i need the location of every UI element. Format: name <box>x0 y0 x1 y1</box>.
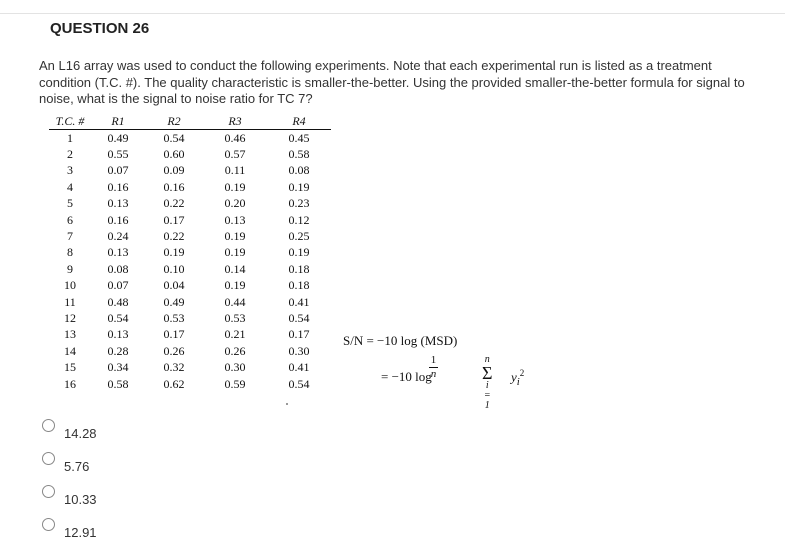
answer-options <box>42 414 97 546</box>
reading-cell: 0.17 <box>288 327 310 342</box>
reading-cell: 0.04 <box>163 278 185 293</box>
data-table-image <box>49 114 331 392</box>
formula-line-2-prefix: = −10 log <box>381 369 432 384</box>
table-row <box>49 343 331 359</box>
table-row <box>49 146 331 162</box>
reading-cell: 0.19 <box>224 245 246 260</box>
reading-cell: 0.17 <box>163 327 185 342</box>
reading-cell: 0.12 <box>288 212 310 227</box>
summation <box>482 355 492 411</box>
answer-option-4[interactable] <box>42 513 97 546</box>
table-row <box>49 310 331 326</box>
table-row <box>49 228 331 244</box>
tc-number-cell: 16 <box>64 376 76 391</box>
tc-number-cell: 11 <box>64 294 76 309</box>
header-r4: R4 <box>267 114 331 130</box>
reading-cell: 0.44 <box>224 294 246 309</box>
table-header-row <box>49 114 331 130</box>
reading-cell: 0.19 <box>224 229 246 244</box>
reading-cell: 0.16 <box>107 212 129 227</box>
reading-cell: 0.20 <box>224 196 246 211</box>
table-row <box>49 163 331 179</box>
reading-cell: 0.13 <box>224 212 246 227</box>
table-row <box>49 179 331 195</box>
fraction-numerator: 1 <box>430 354 437 366</box>
reading-cell: 0.54 <box>107 310 129 325</box>
reading-cell: 0.19 <box>224 179 246 194</box>
reading-cell: 0.55 <box>107 147 129 162</box>
reading-cell: 0.25 <box>288 229 310 244</box>
reading-cell: 0.49 <box>163 294 185 309</box>
answer-option-1[interactable] <box>42 414 97 447</box>
reading-cell: 0.41 <box>288 294 310 309</box>
tc-number-cell: 10 <box>64 278 76 293</box>
reading-cell: 0.16 <box>163 179 185 194</box>
stray-mark <box>286 403 288 405</box>
y-subscript: i <box>516 375 520 388</box>
header-r2: R2 <box>145 114 203 130</box>
radio-button-icon[interactable] <box>42 419 55 432</box>
tc-number-cell: 5 <box>67 196 73 211</box>
reading-cell: 0.10 <box>163 261 185 276</box>
sigma-icon: Σ <box>482 363 493 383</box>
sum-upper: n <box>484 354 490 365</box>
header-r1: R1 <box>91 114 145 130</box>
reading-cell: 0.14 <box>224 261 246 276</box>
reading-cell: 0.48 <box>107 294 129 309</box>
reading-cell: 0.23 <box>288 196 310 211</box>
reading-cell: 0.26 <box>163 343 185 358</box>
tc-number-cell: 13 <box>64 327 76 342</box>
reading-cell: 0.19 <box>163 245 185 260</box>
table-row <box>49 278 331 294</box>
radio-button-icon[interactable] <box>42 452 55 465</box>
tc-number-cell: 12 <box>64 310 76 325</box>
radio-button-icon[interactable] <box>42 518 55 531</box>
answer-label: 5.76 <box>64 459 90 474</box>
reading-cell: 0.57 <box>224 147 246 162</box>
reading-cell: 0.58 <box>107 376 129 391</box>
tc-number-cell: 15 <box>64 360 76 375</box>
reading-cell: 0.24 <box>107 229 129 244</box>
reading-cell: 0.54 <box>288 310 310 325</box>
table-row <box>49 359 331 375</box>
table-row <box>49 196 331 212</box>
tc-number-cell: 1 <box>67 130 73 145</box>
table-row <box>49 245 331 261</box>
formula-line-1: S/N = −10 log (MSD) <box>343 333 458 348</box>
reading-cell: 0.07 <box>107 278 129 293</box>
tc-number-cell: 9 <box>67 261 73 276</box>
reading-cell: 0.19 <box>288 179 310 194</box>
reading-cell: 0.54 <box>163 130 185 145</box>
reading-cell: 0.26 <box>224 343 246 358</box>
reading-cell: 0.21 <box>224 327 246 342</box>
question-title: QUESTION 26 <box>50 20 150 37</box>
tc-number-cell: 2 <box>67 147 73 162</box>
reading-cell: 0.41 <box>288 360 310 375</box>
reading-cell: 0.28 <box>107 343 129 358</box>
answer-label: 12.91 <box>64 525 97 540</box>
reading-cell: 0.16 <box>107 179 129 194</box>
radio-button-icon[interactable] <box>42 485 55 498</box>
reading-cell: 0.59 <box>224 376 246 391</box>
reading-cell: 0.30 <box>224 360 246 375</box>
reading-cell: 0.19 <box>224 278 246 293</box>
tc-number-cell: 3 <box>67 163 73 178</box>
table-row <box>49 294 331 310</box>
reading-cell: 0.49 <box>107 130 129 145</box>
header-tc: T.C. # <box>49 114 91 130</box>
reading-cell: 0.22 <box>163 229 185 244</box>
header-r3: R3 <box>203 114 267 130</box>
reading-cell: 0.30 <box>288 343 310 358</box>
reading-cell: 0.58 <box>288 147 310 162</box>
reading-cell: 0.13 <box>107 327 129 342</box>
experiment-table <box>49 114 331 392</box>
question-text: An L16 array was used to conduct the following experiments. Note that each experimental run is listed as a treatment condition (T.C. #). The quality characteristic is smaller-the-better. Using the provided smaller-the-better formula for signal to noise, what is the signal to noise ratio for TC 7? <box>39 58 745 106</box>
answer-label: 10.33 <box>64 492 97 507</box>
tc-number-cell: 4 <box>67 179 73 194</box>
y-symbol: y <box>511 369 517 385</box>
y-term <box>511 368 524 388</box>
reading-cell: 0.13 <box>107 245 129 260</box>
tc-number-cell: 8 <box>67 245 73 260</box>
reading-cell: 0.11 <box>224 163 246 178</box>
reading-cell: 0.62 <box>163 376 185 391</box>
reading-cell: 0.53 <box>163 310 185 325</box>
top-divider <box>0 13 785 14</box>
table-body <box>49 130 331 393</box>
table-row <box>49 212 331 228</box>
reading-cell: 0.19 <box>288 245 310 260</box>
reading-cell: 0.54 <box>288 376 310 391</box>
reading-cell: 0.18 <box>288 278 310 293</box>
reading-cell: 0.60 <box>163 147 185 162</box>
tc-number-cell: 14 <box>64 343 76 358</box>
tc-number-cell: 6 <box>67 212 73 227</box>
fraction-denominator: n <box>430 368 437 380</box>
reading-cell: 0.08 <box>107 261 129 276</box>
answer-option-3[interactable] <box>42 480 97 513</box>
reading-cell: 0.34 <box>107 360 129 375</box>
reading-cell: 0.32 <box>163 360 185 375</box>
tc-number-cell: 7 <box>67 229 73 244</box>
reading-cell: 0.07 <box>107 163 129 178</box>
reading-cell: 0.09 <box>163 163 185 178</box>
answer-option-2[interactable] <box>42 447 97 480</box>
table-row <box>49 261 331 277</box>
reading-cell: 0.46 <box>224 130 246 145</box>
table-row <box>49 130 331 147</box>
reading-cell: 0.22 <box>163 196 185 211</box>
reading-cell: 0.45 <box>288 130 310 145</box>
reading-cell: 0.17 <box>163 212 185 227</box>
table-row <box>49 327 331 343</box>
reading-cell: 0.13 <box>107 196 129 211</box>
answer-label: 14.28 <box>64 426 97 441</box>
table-row <box>49 376 331 392</box>
reading-cell: 0.18 <box>288 261 310 276</box>
reading-cell: 0.53 <box>224 310 246 325</box>
reading-cell: 0.08 <box>288 163 310 178</box>
sum-lower: i = 1 <box>483 380 491 411</box>
formula-fraction <box>429 355 438 380</box>
y-superscript: 2 <box>519 368 525 378</box>
